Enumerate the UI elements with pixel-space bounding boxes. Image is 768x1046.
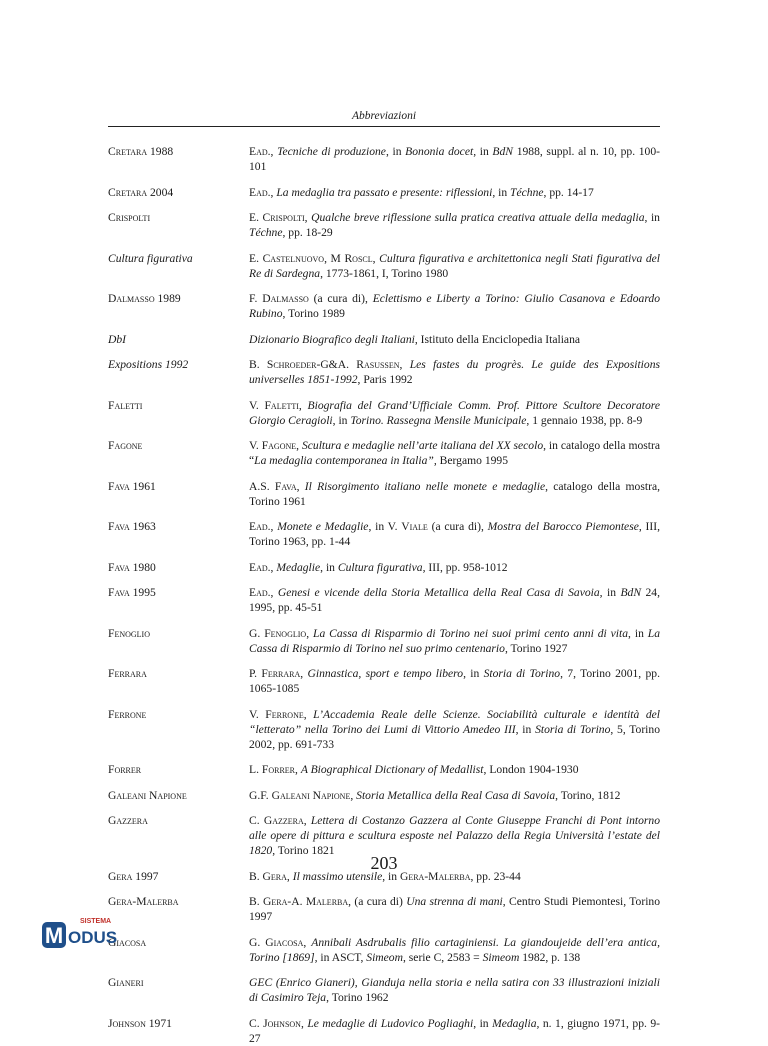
description-segment: , [300, 1016, 308, 1030]
description-segment: Ferrone [265, 707, 304, 721]
description-segment: in [602, 586, 621, 599]
description-segment: , Torino 1989 [282, 307, 345, 320]
entry-description [249, 560, 660, 575]
entry-description [249, 519, 660, 549]
description-segment: G. [249, 935, 266, 949]
description-segment: , 1 gennaio 1938, pp. 8-9 [526, 413, 643, 427]
description-segment: Gera [262, 869, 287, 883]
entry-key: Gianeri [108, 976, 144, 989]
description-segment: La Cassa di Risparmio di Torino nei suoi primi cento anni di vita [313, 626, 629, 640]
description-segment: Genesi e vicende della Storia Metallica della Real Casa di Savoia, [277, 586, 603, 599]
description-segment: , [270, 185, 277, 199]
description-segment: (a cura di), [427, 520, 488, 533]
description-segment: , III, Torino 1963, pp. 1-44 [249, 520, 661, 548]
abbreviation-list [108, 144, 660, 1046]
description-segment: G.F. [249, 788, 272, 802]
description-segment: Dizionario Biografico degli Italiani [249, 332, 415, 346]
description-segment: Gera-Malerba [399, 869, 471, 883]
entry-key: Cretara 1988 [108, 145, 174, 158]
description-segment: Simeom [482, 950, 520, 964]
description-segment: Malerba [305, 895, 349, 908]
entry-description [249, 185, 660, 200]
entry-description [249, 291, 660, 321]
description-segment: Faletti [264, 398, 299, 412]
abbreviation-entry [108, 144, 660, 174]
entry-key: Gazzera [108, 814, 148, 827]
entry-description [249, 813, 660, 858]
entry-key: Cretara 2004 [108, 185, 174, 199]
description-segment: Il Risorgimento italiano nelle monete e medaglie [304, 479, 546, 493]
abbreviation-entry [108, 762, 660, 777]
entry-description [249, 788, 660, 803]
description-segment: Medaglie [276, 560, 321, 574]
description-segment: , in [385, 145, 406, 158]
entry-description [249, 626, 660, 656]
description-segment: , [350, 788, 357, 802]
description-segment: F. [249, 292, 263, 305]
entry-description [249, 398, 660, 428]
logo-top-text: SISTEMA [80, 918, 112, 925]
description-segment: , in V. [368, 520, 402, 533]
description-segment: Gazzera [263, 814, 304, 827]
description-segment: Bergamo 1995 [436, 454, 509, 467]
description-segment: B. [249, 358, 267, 371]
entry-description [249, 357, 660, 387]
description-segment: Ead. [249, 185, 271, 199]
description-segment: Simeom [366, 950, 403, 964]
description-segment: Gera [262, 895, 288, 908]
description-segment: Eclettismo e Liberty a Torino: Giulio Casanova e Edoardo Rubino [249, 292, 660, 320]
description-segment: -A. [287, 895, 306, 908]
abbreviation-entry [108, 332, 660, 347]
entry-description [249, 332, 660, 347]
description-segment: Castelnuovo [262, 251, 325, 265]
description-segment: Scultura e medaglie nell’arte italiana del XX secolo [301, 439, 544, 452]
description-segment: , in [332, 413, 351, 427]
abbreviation-entry [108, 585, 660, 615]
description-segment: Johnson [263, 1016, 301, 1030]
description-segment: -G&A. [316, 358, 357, 371]
description-segment: Téchne [510, 185, 544, 199]
abbreviation-entry [108, 357, 660, 387]
entry-description [249, 438, 660, 468]
entry-key: Fava 1980 [108, 560, 156, 574]
description-segment: B. [249, 869, 263, 883]
description-segment: Fenoglio [264, 626, 307, 640]
description-segment: Roscl [344, 251, 373, 265]
description-segment: E. [249, 211, 263, 224]
description-segment: , [295, 763, 301, 776]
entry-key: Gera-Malerba [108, 895, 179, 908]
description-segment: La medaglia contemporanea in Italia”, [254, 454, 437, 467]
entry-description [249, 935, 660, 965]
description-segment: P. [249, 667, 262, 680]
abbreviation-entry [108, 291, 660, 321]
abbreviation-entry [108, 560, 660, 575]
description-segment: Forrer [261, 763, 296, 776]
entry-description [249, 762, 660, 777]
description-segment: , [303, 935, 312, 949]
description-segment: Monete e Medaglie [277, 520, 369, 533]
description-segment: , pp. 14-17 [543, 185, 594, 199]
entry-key: Fagone [108, 439, 143, 452]
description-segment: , catalogo della mostra, Torino 1961 [249, 479, 660, 508]
description-segment: Torino. Rassegna Mensile Municipale [350, 413, 527, 427]
description-segment: , [399, 358, 410, 371]
entry-description [249, 707, 660, 752]
description-segment: Il massimo utensile [292, 869, 383, 883]
description-segment: Una strenna di mani [406, 895, 503, 908]
description-segment: , in [492, 185, 511, 199]
description-segment: , [270, 586, 278, 599]
description-segment: 1988, suppl. al n. 10, pp. 100-101 [249, 145, 660, 173]
description-segment: A Biographical Dictionary of Medallist [300, 763, 484, 776]
description-segment: , in [382, 869, 400, 883]
entry-key: Fava 1963 [108, 520, 156, 533]
entry-description [249, 894, 660, 924]
entry-description [249, 666, 660, 696]
description-segment: , [300, 667, 308, 680]
description-segment: Tecniche di produzione [277, 145, 386, 158]
description-segment: , Torino 1821 [272, 844, 335, 857]
abbreviation-entry [108, 398, 660, 428]
description-segment: Téchne [249, 226, 283, 239]
description-segment: Qualche breve riflessione sulla pratica creativa attuale della medaglia [311, 211, 645, 224]
description-segment: Ead. [249, 586, 271, 599]
description-segment: , Istituto della Enciclopedia Italiana [414, 332, 581, 346]
description-segment: Ferrara [261, 667, 301, 680]
description-segment: C. [249, 814, 264, 827]
description-segment: Storia di Torino [483, 667, 561, 680]
description-segment: Dalmasso [262, 292, 309, 305]
description-segment: , [304, 211, 312, 224]
description-segment: , [303, 814, 311, 827]
description-segment: Viale [401, 520, 428, 533]
description-segment: La Cassa di Risparmio di Torino nel suo primo centenario [249, 626, 661, 655]
abbreviation-entry [108, 935, 660, 965]
abbreviation-entry [108, 519, 660, 549]
description-segment: Galeani Napione [271, 788, 351, 802]
abbreviation-entry [108, 185, 660, 200]
abbreviation-entry [108, 251, 660, 281]
entry-description [249, 585, 660, 615]
description-segment: , [306, 626, 313, 640]
description-segment: Fava [274, 479, 297, 493]
entry-key: Crispolti [108, 211, 151, 224]
entry-key: Expositions 1992 [108, 358, 189, 371]
description-segment: , [270, 560, 277, 574]
abbreviation-entry [108, 1016, 660, 1046]
abbreviation-entry [108, 788, 660, 803]
description-segment: V. [249, 398, 265, 412]
description-segment: La medaglia tra passato e presente: riflessioni [276, 185, 493, 199]
description-segment: , (a cura di) [348, 895, 407, 908]
description-segment: V. [249, 707, 266, 721]
description-segment: Schroeder [266, 358, 317, 371]
description-segment: , [270, 520, 278, 533]
description-segment: , pp. 23-44 [470, 869, 521, 883]
entry-key: Ferrara [108, 667, 147, 680]
entry-key: Forrer [108, 763, 142, 776]
entry-description [249, 210, 660, 240]
description-segment: in ASCT, [317, 950, 367, 964]
description-segment: n. 1, giugno 1971, pp. 9-27 [249, 1016, 661, 1045]
description-segment: GEC (Enrico Gianeri), Gianduja nella storia e nella satira con 33 illustrazioni iniziali di Casimiro Teja [249, 976, 660, 1004]
entry-key: Fava 1961 [108, 479, 156, 493]
description-segment: , [303, 707, 314, 721]
description-segment: 24, 1995, pp. 45-51 [249, 586, 660, 614]
description-segment: , 1773-1861, I, Torino 1980 [320, 266, 449, 280]
entry-key: Gera 1997 [108, 869, 159, 883]
description-segment: , in [473, 1016, 493, 1030]
entry-key: Dalmasso 1989 [108, 292, 181, 305]
entry-key: Fava 1995 [108, 586, 156, 599]
entry-description [249, 479, 660, 509]
modus-logo [40, 916, 120, 950]
description-segment: , Paris 1992 [357, 373, 413, 386]
description-segment: , Torino, 1812 [555, 788, 621, 802]
description-segment: , [298, 398, 308, 412]
entry-description [249, 251, 660, 281]
entry-description [249, 1016, 660, 1046]
description-segment: , in [628, 626, 648, 640]
description-segment: Fagone [261, 439, 297, 452]
entry-key: Giacosa [108, 935, 147, 949]
description-segment: Ead. [249, 520, 271, 533]
description-segment: , in [515, 722, 536, 736]
running-head: Abbreviazioni [351, 110, 417, 122]
description-segment: , [372, 251, 380, 265]
description-segment: Les fastes du progrès. Le guide des Expositions universelles 1851-1992 [249, 358, 661, 386]
description-segment: L. [249, 763, 262, 776]
description-segment: Ead. [249, 560, 271, 574]
description-segment: Annibali Asdrubalis filio cartaginiensi. La giandoujeide dell’era antica, Torino [1869], [249, 935, 661, 964]
description-segment: Lettera di Costanzo Gazzera al Conte Giuseppe Franchi di Pont intorno alle opere di pittura e scultura esposte nel Palazzo della Regia Università l’estate del 1820 [249, 814, 661, 857]
logo-rest-text: ODUS [68, 928, 118, 947]
description-segment: BdN [492, 145, 514, 158]
abbreviation-entry [108, 975, 660, 1005]
description-segment: BdN [620, 586, 642, 599]
description-segment: , London 1904-1930 [483, 763, 579, 776]
description-segment: Storia di Torino [535, 722, 611, 736]
abbreviation-entry [108, 666, 660, 696]
abbreviation-entry [108, 438, 660, 468]
description-segment: , [296, 439, 302, 452]
entry-description [249, 144, 660, 174]
description-segment: , in [463, 667, 484, 680]
abbreviation-entry [108, 813, 660, 858]
description-segment: Giacosa [265, 935, 304, 949]
description-segment: V. [249, 439, 262, 452]
description-segment: Rasussen [356, 358, 400, 371]
description-segment: , in [473, 145, 493, 158]
description-segment: Le medaglie di Ludovico Pogliaghi [307, 1016, 474, 1030]
entry-key: Cultura figurativa [108, 251, 193, 265]
description-segment: Ead. [249, 145, 271, 158]
description-segment: , Torino 1962 [326, 991, 389, 1004]
description-segment: , Torino 1927 [504, 641, 568, 655]
abbreviation-entry [108, 894, 660, 924]
entry-key: DbI [108, 332, 127, 346]
description-segment: Storia Metallica della Real Casa di Savoia [356, 788, 556, 802]
description-segment: III, pp. 958-1012 [425, 560, 508, 574]
description-segment: , in catalogo della mostra “ [249, 439, 660, 467]
description-segment: Cultura figurativa, [337, 560, 426, 574]
description-segment: Mostra del Barocco Piemontese [487, 520, 639, 533]
page-number: 203 [370, 853, 398, 873]
description-segment: , Centro Studi Piemontesi, Torino 1997 [249, 895, 661, 923]
description-segment: , in [644, 211, 660, 224]
abbreviation-entry [108, 707, 660, 752]
description-segment: Cultura figurativa e architettonica negli Stati figurativa del Re di Sardegna [249, 251, 661, 280]
abbreviation-entry [108, 479, 660, 509]
description-segment: A.S. [249, 479, 275, 493]
description-segment: , serie C, 2583 = [402, 950, 483, 964]
entry-description [249, 975, 660, 1005]
description-segment: , [286, 869, 293, 883]
entry-key: Ferrone [108, 707, 147, 721]
description-segment: 1982, p. 138 [519, 950, 581, 964]
description-segment: Crispolti [262, 211, 305, 224]
description-segment: G. [249, 626, 265, 640]
description-segment: , in [320, 560, 338, 574]
description-segment: , pp. 18-29 [282, 226, 333, 239]
entry-key: Johnson 1971 [108, 1016, 172, 1030]
description-segment: Ginnastica, sport e tempo libero [307, 667, 464, 680]
description-segment: Biografia del Grand’Ufficiale Comm. Prof. Pittore Scultore Decoratore Giorgio Ceragioli [249, 398, 660, 427]
logo-m-letter: M [44, 923, 64, 948]
description-segment: L’Accademia Reale delle Scienze. Sociabilità culturale e identità del “letterato” nella Torino dei Lumi di Vittorio Amedeo III [249, 707, 660, 736]
description-segment: , [296, 479, 305, 493]
entry-key: Fenoglio [108, 626, 150, 640]
description-segment: (a cura di), [308, 292, 373, 305]
description-segment: , [270, 145, 278, 158]
description-segment: B. [249, 895, 263, 908]
abbreviation-entry [108, 626, 660, 656]
entry-key: Faletti [108, 398, 143, 412]
entry-key: Galeani Napione [108, 788, 187, 802]
description-segment: C. [249, 1016, 264, 1030]
description-segment: , 5, Torino 2002, pp. 691-733 [249, 722, 660, 751]
description-segment: E. [249, 251, 263, 265]
description-segment: Bononia docet [405, 145, 474, 158]
description-segment: Medaglia, [492, 1016, 540, 1030]
header-rule [108, 126, 660, 127]
description-segment: , 7, Torino 2001, pp. 1065-1085 [249, 667, 660, 695]
abbreviation-entry [108, 210, 660, 240]
description-segment: , M [324, 251, 345, 265]
